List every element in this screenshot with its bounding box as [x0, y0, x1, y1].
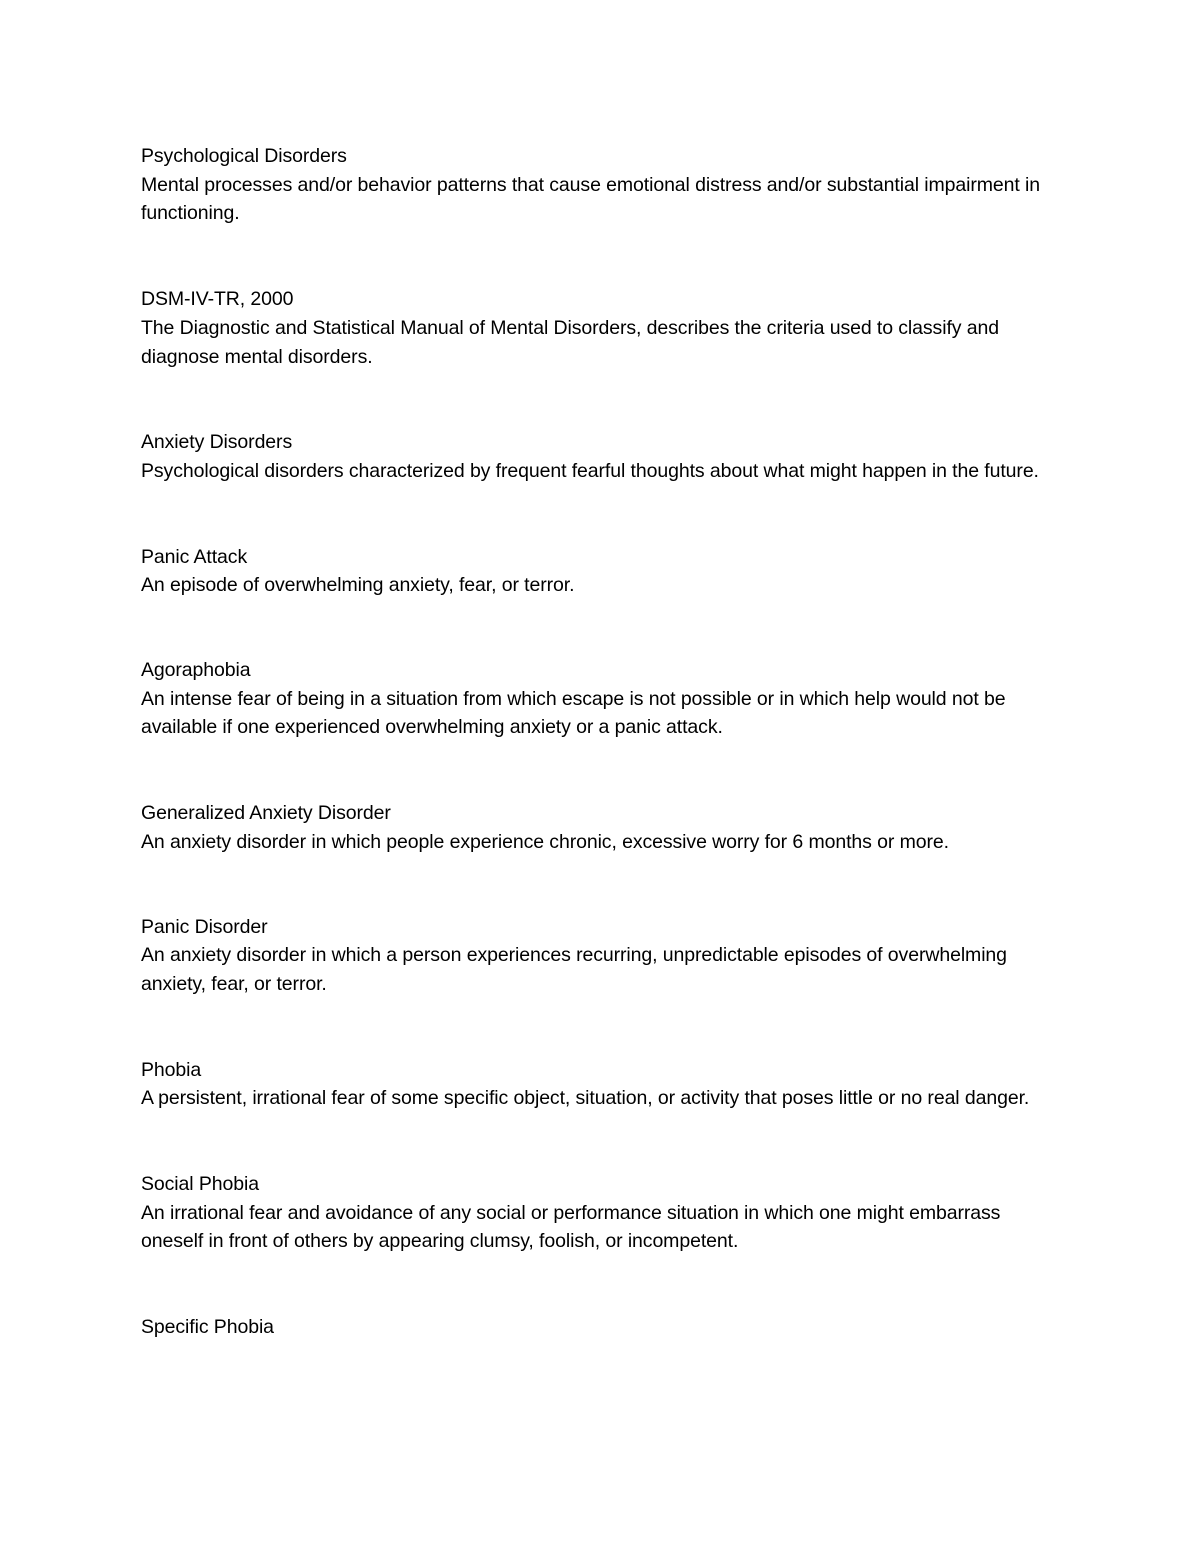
term-heading: Panic Attack	[141, 545, 248, 568]
glossary-entry	[141, 656, 1061, 742]
glossary	[141, 142, 1061, 1342]
glossary-entry	[141, 428, 1061, 485]
term-definition: Psychological disorders characterized by frequent fearful thoughts about what might happen in the future.	[141, 459, 1039, 482]
term-heading: Specific Phobia	[141, 1316, 274, 1339]
term-definition: An anxiety disorder in which a person experiences recurring, unpredictable episodes of overwhelming anxiety, fear, or terror.	[141, 944, 1007, 995]
term-heading: Social Phobia	[141, 1173, 259, 1196]
term-heading: Agoraphobia	[141, 659, 251, 682]
term-definition: A persistent, irrational fear of some specific object, situation, or activity that poses little or no real danger.	[141, 1087, 1030, 1110]
term-heading: Anxiety Disorders	[141, 431, 293, 454]
term-heading: Generalized Anxiety Disorder	[141, 802, 391, 825]
term-heading: Phobia	[141, 1058, 202, 1081]
term-heading: Panic Disorder	[141, 915, 268, 938]
glossary-entry	[141, 142, 1061, 228]
glossary-entry	[141, 285, 1061, 371]
term-definition: An irrational fear and avoidance of any social or performance situation in which one might embarrass oneself in front of others by appearing clumsy, foolish, or incompetent.	[141, 1201, 1001, 1253]
term-heading: DSM-IV-TR, 2000	[141, 288, 294, 311]
glossary-entry	[141, 1313, 1061, 1342]
glossary-entry	[141, 1170, 1061, 1256]
term-definition: An intense fear of being in a situation from which escape is not possible or in which help would not be available if one experienced overwhelming anxiety or a panic attack.	[141, 687, 1006, 739]
glossary-entry	[141, 1056, 1061, 1113]
glossary-entry	[141, 913, 1061, 999]
term-definition: The Diagnostic and Statistical Manual of Mental Disorders, describes the criteria used to classify and diagnose mental disorders.	[141, 316, 999, 368]
term-heading: Psychological Disorders	[141, 145, 347, 167]
term-definition: An anxiety disorder in which people experience chronic, excessive worry for 6 months or more.	[141, 830, 949, 853]
term-definition: An episode of overwhelming anxiety, fear, or terror.	[141, 574, 575, 597]
term-definition: Mental processes and/or behavior patterns that cause emotional distress and/or substantial impairment in functioning.	[141, 173, 1040, 225]
glossary-entry	[141, 543, 1061, 600]
glossary-entry	[141, 799, 1061, 856]
